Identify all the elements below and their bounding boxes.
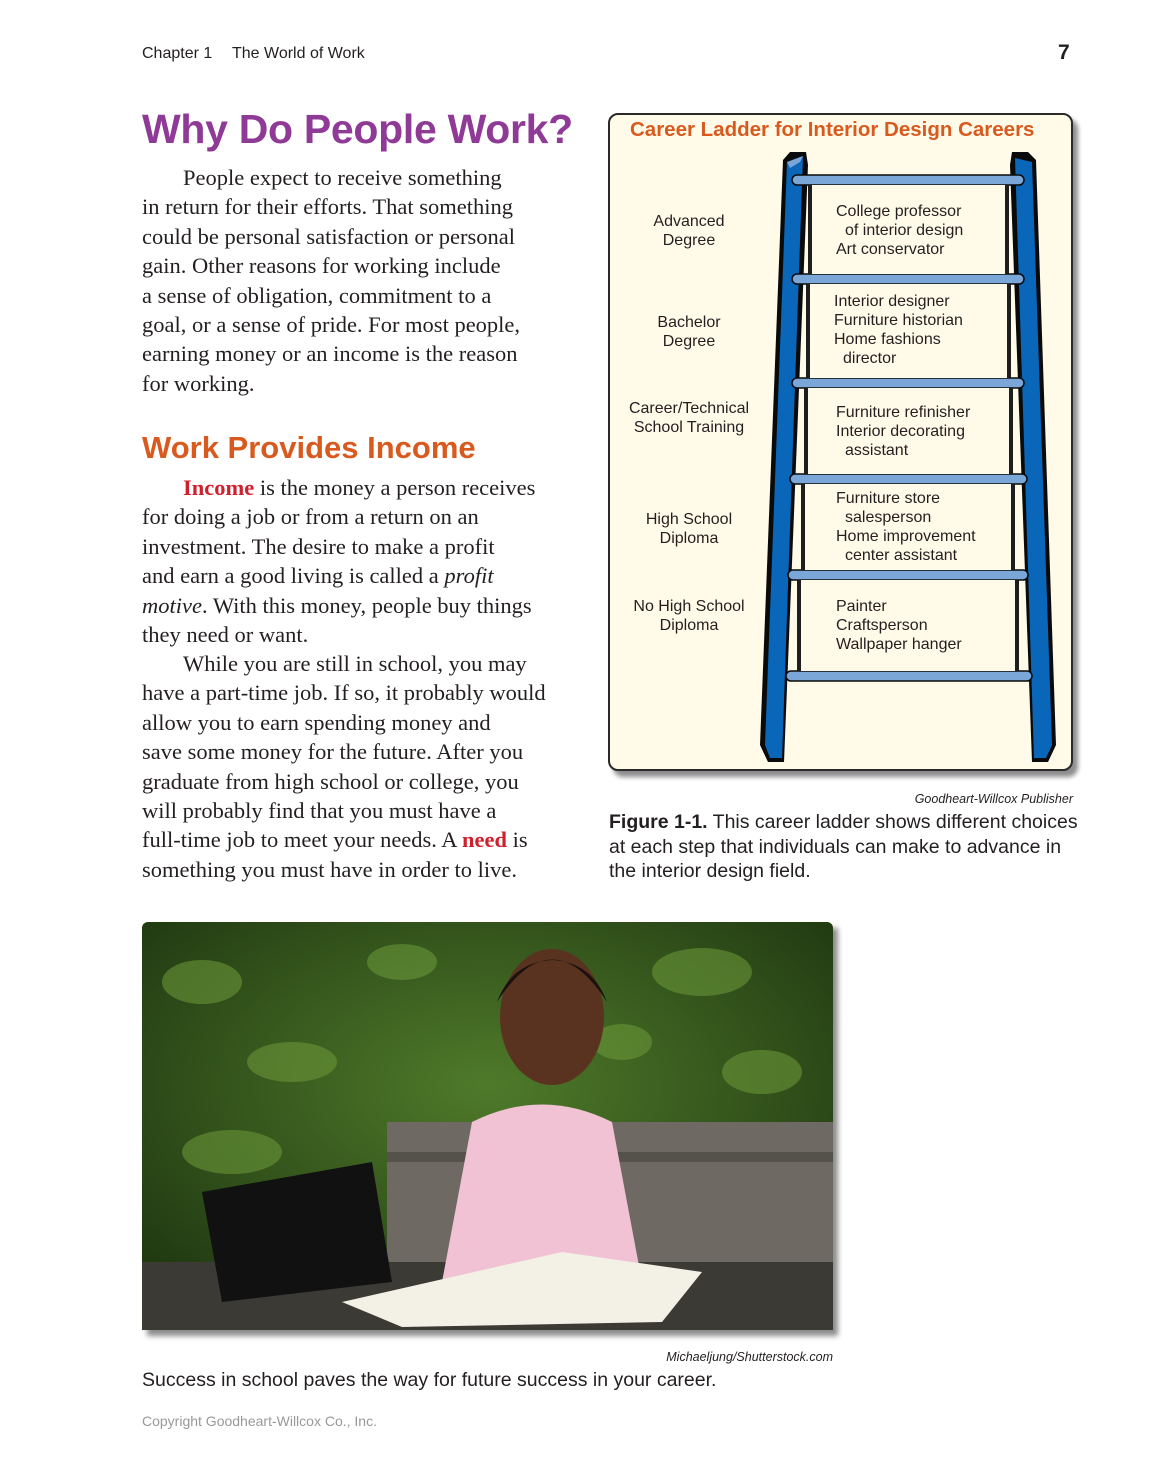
section-title: Why Do People Work?: [142, 106, 573, 152]
student-photo: [142, 922, 833, 1330]
text-line: something you must have in order to live.: [142, 856, 517, 882]
ladder-rung: [790, 474, 1027, 484]
figure-credit: Goodheart-Willcox Publisher: [914, 792, 1073, 806]
level-bachelor-degree: Bachelor Degree: [657, 314, 721, 350]
text: full-time job to meet your needs. A: [142, 827, 462, 853]
figure-caption: [609, 810, 1083, 884]
person-shirt: [442, 1105, 642, 1283]
text-line: in return for their efforts. That something: [142, 194, 513, 220]
italic-term: motive: [142, 592, 202, 618]
ladder-rung: [792, 175, 1024, 185]
level-high-school: High School Diploma: [645, 511, 733, 547]
copyright-footer: Copyright Goodheart-Willcox Co., Inc.: [142, 1413, 377, 1429]
subsection-title: Work Provides Income: [142, 430, 476, 465]
page-number: 7: [1058, 41, 1070, 64]
level-career-technical: Career/Technical School Training: [628, 400, 750, 436]
text-line: While you are still in school, you may: [183, 651, 527, 676]
caption-text: This career ladder shows different choices at each step that individuals can make to advance in the interior design field.: [609, 811, 1083, 882]
text-line: allow you to earn spending money and: [142, 709, 491, 735]
text-line: investment. The desire to make a profit: [142, 533, 495, 559]
text-line: graduate from high school or college, you: [142, 768, 519, 794]
key-term-need: need: [461, 827, 507, 853]
figure-title: Career Ladder for Interior Design Careers: [630, 118, 1035, 141]
ladder-rung: [788, 570, 1028, 580]
text: is the money a person receives: [254, 475, 536, 500]
ladder-rung: [786, 671, 1032, 681]
text-line: goal, or a sense of pride. For most people,: [142, 312, 521, 338]
text-line: earning money or an income is the reason: [142, 341, 518, 367]
photo-credit: Michaeljung/Shutterstock.com: [666, 1350, 833, 1364]
jobs-no-high-school: Painter Craftsperson Wallpaper hanger: [797, 580, 1019, 671]
italic-term: profit: [444, 563, 494, 589]
text-line: for working.: [142, 370, 255, 396]
photo-caption: Success in school paves the way for future success in your career.: [142, 1369, 717, 1391]
text-line: a sense of obligation, commitment to a: [142, 282, 492, 308]
ladder-rung: [792, 378, 1024, 388]
jobs-high-school: Furniture store salesperson Home improvement center assistant: [801, 484, 1015, 570]
text: is: [506, 827, 528, 853]
text-line: save some money for the future. After you: [142, 739, 524, 765]
level-no-high-school: No High School Diploma: [633, 598, 745, 634]
text-line: have a part-time job. If so, it probably would: [142, 680, 546, 706]
text: and earn a good living is called a: [142, 563, 445, 589]
jobs-advanced: College professor of interior design Art conservator: [808, 185, 1009, 274]
jobs-career-technical: Furniture refinisher Interior decorating assistant: [804, 388, 1013, 474]
ladder-right-rail-fill: [1015, 158, 1052, 758]
caption-label: Figure 1-1.: [609, 811, 708, 833]
text-line: gain. Other reasons for working include: [142, 253, 501, 279]
chapter-title: The World of Work: [232, 45, 365, 62]
text-line: People expect to receive something: [183, 165, 502, 190]
key-term-income: Income: [183, 475, 255, 500]
text-line: will probably find that you must have a: [142, 798, 497, 824]
text: . With this money, people buy things: [201, 592, 532, 618]
text-line: could be personal satisfaction or personal: [142, 223, 516, 249]
person-face: [500, 949, 604, 1085]
chapter-number: Chapter 1: [142, 45, 213, 62]
jobs-bachelor: Interior designer Furniture historian Home fashions director: [806, 284, 1011, 378]
text-line: they need or want.: [142, 622, 309, 648]
ladder-rung: [792, 274, 1024, 284]
level-advanced-degree: Advanced Degree: [653, 213, 725, 249]
text-line: for doing a job or from a return on an: [142, 504, 479, 530]
